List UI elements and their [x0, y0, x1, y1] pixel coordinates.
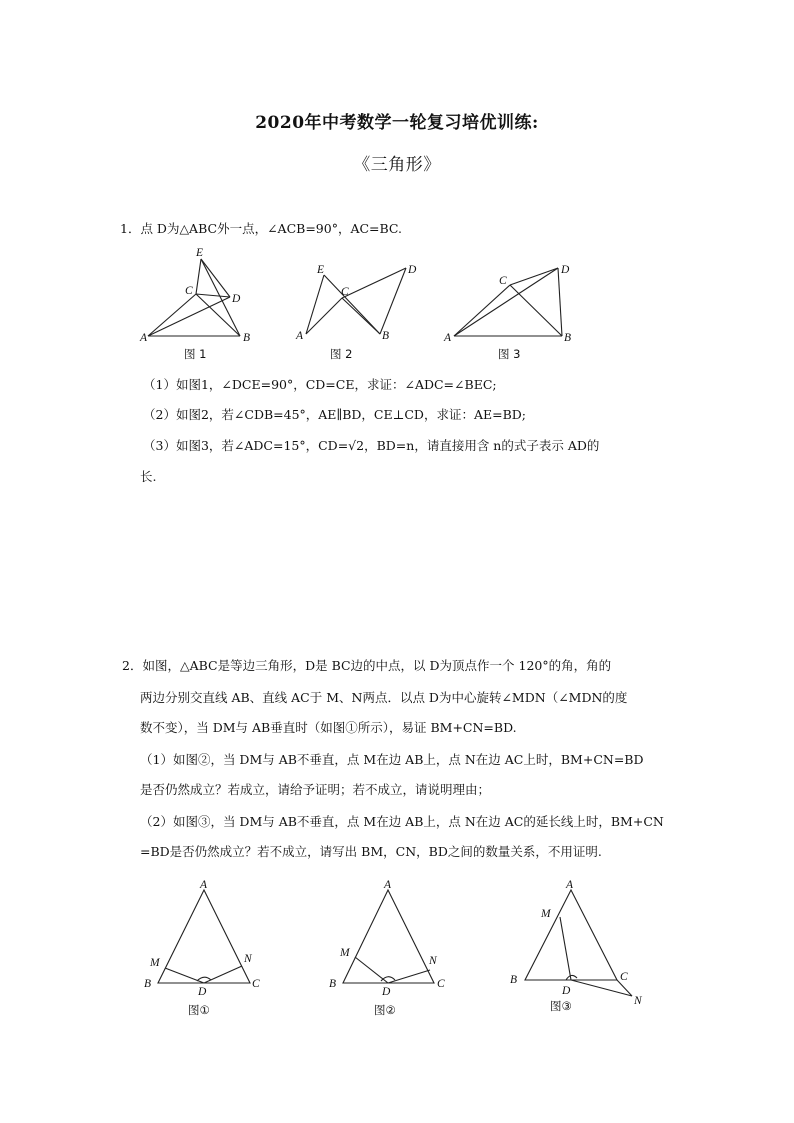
fig2-label-c: C	[341, 286, 349, 298]
fig3-label-a: A	[444, 332, 452, 344]
fig3-segment-ac	[454, 285, 510, 336]
fig1-label-e: E	[196, 247, 204, 259]
q2-figure-3	[510, 879, 643, 1013]
q2f1-segment-dm	[165, 968, 204, 983]
q1-part-3: （3）如图3，若∠ADC=15°，CD=√2，BD=n，请直接用含 n的式子表示 AD的	[143, 438, 600, 453]
q1-figure-1	[139, 247, 250, 361]
q2f3-segment-dm	[560, 917, 571, 980]
fig3-label-d: D	[561, 264, 570, 276]
q2-figures	[138, 872, 658, 1027]
fig1-label-b: B	[243, 332, 251, 344]
q2-line-6: （2）如图③，当 DM与 AB不垂直，点 M在边 AB上，点 N在边 AC的延长线上时，BM+CN	[140, 814, 664, 829]
q2f3-label-b: B	[510, 974, 518, 986]
q2-figure-2	[329, 879, 445, 1017]
q2-line-7: =BD是否仍然成立？若不成立，请写出 BM，CN，BD之间的数量关系，不用证明.	[140, 844, 602, 859]
fig2-label-b: B	[382, 330, 390, 342]
q2f1-caption: 图①	[188, 1003, 210, 1017]
q2f3-label-d: D	[562, 985, 571, 997]
fig3-segment-db	[558, 268, 562, 336]
q2f1-segment-dn	[204, 966, 242, 983]
q2f2-label-b: B	[329, 978, 337, 990]
fig3-label-c: C	[499, 275, 507, 287]
fig2-label-a: A	[296, 330, 304, 342]
fig1-label-c: C	[185, 285, 193, 297]
q2f3-caption: 图③	[550, 999, 572, 1013]
q2f1-label-c: C	[252, 978, 260, 990]
q1-part-1: （1）如图1，∠DCE=90°，CD=CE，求证：∠ADC=∠BEC;	[143, 377, 497, 392]
fig2-segment-cb	[342, 298, 380, 334]
fig1-segment-ce	[196, 259, 201, 294]
q2f1-label-d: D	[198, 986, 207, 998]
page-subtitle: 《三角形》	[353, 155, 441, 175]
q2f2-label-m: M	[340, 947, 350, 959]
q2f3-triangle-abc	[525, 890, 617, 980]
fig2-label-d: D	[408, 264, 417, 276]
q2-line-4: （1）如图②，当 DM与 AB不垂直，点 M在边 AB上，点 N在边 AC上时，BM+CN=BD	[140, 752, 644, 767]
page-title: 2020年中考数学一轮复习培优训练:	[255, 113, 539, 133]
q2f2-triangle-abc	[343, 890, 434, 983]
q2f1-label-m: M	[150, 957, 160, 969]
q1-figures	[130, 240, 600, 365]
fig3-segment-cb	[510, 285, 562, 336]
fig1-label-a: A	[140, 332, 148, 344]
q1-part-3-cont: 长.	[140, 469, 157, 484]
q2f2-segment-dn	[388, 970, 430, 983]
fig1-segment-ac	[148, 294, 196, 336]
q2-line-1: 2．如图，△ABC是等边三角形，D是 BC边的中点，以 D为顶点作一个 120°的角，角的	[122, 658, 612, 673]
fig2-label-e: E	[317, 264, 325, 276]
fig1-segment-ed	[201, 259, 230, 297]
q2f2-label-c: C	[437, 978, 445, 990]
q2f3-label-m: M	[541, 908, 551, 920]
q2f3-label-a: A	[566, 879, 574, 891]
fig1-segment-cd	[196, 294, 230, 297]
fig1-label-d: D	[232, 293, 241, 305]
q2f2-label-d: D	[382, 986, 391, 998]
q2-figure-1	[144, 879, 260, 1017]
q1-part-2: （2）如图2，若∠CDB=45°，AE∥BD，CE⊥CD，求证：AE=BD;	[143, 407, 526, 422]
q2f2-label-a: A	[384, 879, 392, 891]
q1-stem: 1．点 D为△ABC外一点，∠ACB=90°，AC=BC.	[120, 221, 403, 236]
fig3-segment-cd	[510, 268, 558, 285]
q2f2-caption: 图②	[374, 1003, 396, 1017]
q2f1-label-b: B	[144, 978, 152, 990]
q1-figure-3	[443, 264, 571, 361]
q2f3-angle-arc	[566, 975, 577, 980]
q2f1-label-a: A	[200, 879, 208, 891]
q2-line-2: 两边分别交直线 AB、直线 AC于 M、N两点．以点 D为中心旋转∠MDN（∠MDN的度	[140, 690, 628, 705]
q2-line-3: 数不变），当 DM与 AB垂直时（如图①所示），易证 BM+CN=BD.	[140, 720, 517, 735]
fig1-caption: 图 1	[184, 347, 207, 361]
q2f2-angle-arc	[381, 977, 395, 981]
fig1-segment-ad	[148, 297, 230, 336]
q2f3-label-n: N	[634, 995, 642, 1007]
q1-figure-2	[295, 264, 417, 361]
q2f3-label-c: C	[620, 971, 628, 983]
q2f2-label-n: N	[429, 955, 437, 967]
fig3-caption: 图 3	[498, 347, 521, 361]
q2f1-label-n: N	[244, 953, 252, 965]
fig3-label-b: B	[564, 332, 572, 344]
fig2-caption: 图 2	[330, 347, 353, 361]
q2-line-5: 是否仍然成立？若成立，请给予证明；若不成立，请说明理由；	[140, 782, 491, 797]
